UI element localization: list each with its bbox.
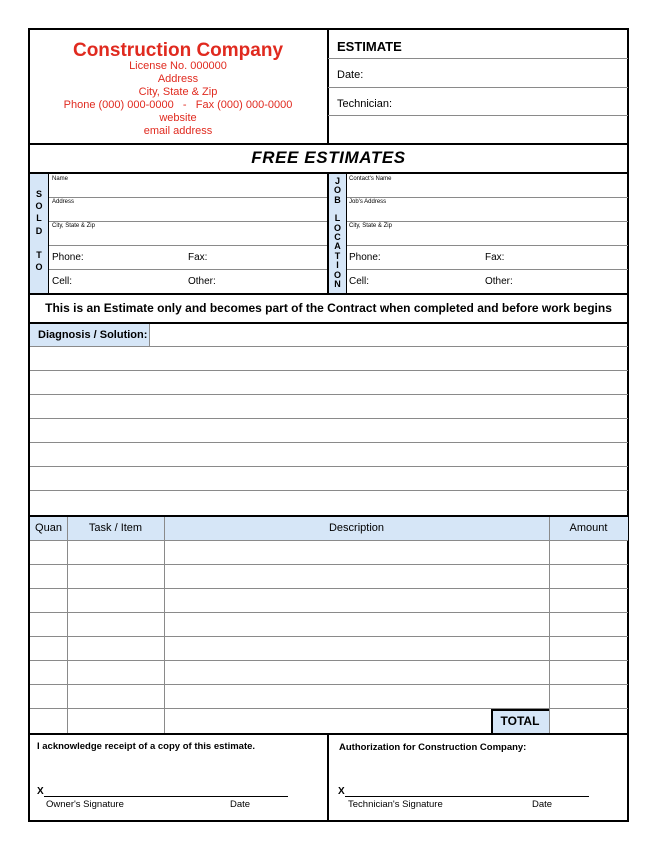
date-rule <box>328 87 628 88</box>
authorization-text: Authorization for Construction Company: <box>339 742 527 753</box>
company-email: email address <box>143 125 213 137</box>
job-cell-label: Cell: <box>349 276 370 287</box>
estimate-title: ESTIMATE <box>337 39 402 54</box>
technician-signature-line <box>345 796 589 797</box>
table-row[interactable] <box>30 541 628 564</box>
technician-field[interactable] <box>392 89 628 115</box>
table-row[interactable] <box>30 637 628 660</box>
technician-date-label: Date <box>532 799 553 810</box>
diagnosis-label: Diagnosis / Solution: <box>38 329 148 341</box>
sold-to-other-field[interactable] <box>218 270 326 292</box>
total-amount-field[interactable] <box>550 709 628 733</box>
table-row[interactable] <box>30 613 628 636</box>
technician-label: Technician: <box>337 98 393 110</box>
company-city-state-zip: City, State & Zip <box>138 86 218 98</box>
table-row[interactable] <box>30 709 490 732</box>
company-license: License No. 000000 <box>129 60 227 72</box>
job-address-label: Job's Address <box>349 199 387 205</box>
header-bottom-border <box>28 143 629 145</box>
job-fax-field[interactable] <box>507 246 627 269</box>
owner-x-mark: X <box>37 786 44 797</box>
owner-signature-field[interactable] <box>44 780 288 796</box>
sold-to-cell-field[interactable] <box>75 270 183 292</box>
column-header-amount: Amount <box>569 522 608 534</box>
company-website: website <box>159 112 197 124</box>
company-phone-fax: Phone (000) 000-0000 - Fax (000) 000-0000 <box>63 99 293 111</box>
job-address-field[interactable] <box>347 198 628 221</box>
column-header-task-item: Task / Item <box>88 522 143 534</box>
job-other-field[interactable] <box>515 270 627 292</box>
sold-to-side-label: S O L D T O <box>35 189 43 273</box>
footer-divider <box>327 733 329 822</box>
job-cell-field[interactable] <box>372 270 480 292</box>
table-row[interactable] <box>30 565 628 588</box>
job-location-side-label: J O B L O C A T I O N <box>333 176 341 290</box>
owner-signature-line <box>44 796 288 797</box>
company-address: Address <box>157 73 199 85</box>
sold-to-name-label: Name <box>52 176 69 182</box>
job-other-label: Other: <box>485 276 513 287</box>
table-row[interactable] <box>30 589 628 612</box>
diagnosis-rule-4 <box>30 418 628 419</box>
diagnosis-rule-1 <box>30 346 628 347</box>
sold-to-fax-field[interactable] <box>210 246 326 269</box>
job-phone-field[interactable] <box>380 246 480 269</box>
sold-to-phone-label: Phone: <box>52 252 84 263</box>
sold-to-city-label: City, State & Zip <box>52 223 95 229</box>
job-contact-label: Contact's Name <box>349 176 392 182</box>
job-city-label: City, State & Zip <box>349 223 392 229</box>
diagnosis-rule-7 <box>30 490 628 491</box>
table-row[interactable] <box>30 685 628 708</box>
diagnosis-text-area[interactable] <box>150 324 628 514</box>
free-estimates-banner: FREE ESTIMATES <box>251 148 406 167</box>
sold-to-address-field[interactable] <box>49 198 327 221</box>
date-label: Date: <box>337 69 364 81</box>
diagnosis-rule-2 <box>30 370 628 371</box>
company-name: Construction Company <box>72 40 284 61</box>
sold-to-cell-label: Cell: <box>52 276 73 287</box>
diagnosis-rule-5 <box>30 442 628 443</box>
job-phone-label: Phone: <box>349 252 381 263</box>
job-fax-label: Fax: <box>485 252 505 263</box>
job-contact-field[interactable] <box>347 174 628 197</box>
table-row[interactable] <box>30 661 628 684</box>
sold-to-name-field[interactable] <box>49 174 327 197</box>
diagnosis-rule-6 <box>30 466 628 467</box>
sold-to-fax-label: Fax: <box>188 252 208 263</box>
sold-to-city-field[interactable] <box>49 222 327 245</box>
contract-notice: This is an Estimate only and becomes part of the Contract when completed and before work begins <box>45 301 612 315</box>
technician-signature-field[interactable] <box>345 780 589 796</box>
sold-to-address-label: Address <box>52 199 75 205</box>
diagnosis-rule-3 <box>30 394 628 395</box>
total-label: TOTAL <box>500 714 540 728</box>
owner-signature-label: Owner's Signature <box>46 799 124 810</box>
notice-top-border <box>28 293 629 295</box>
sold-to-phone-field[interactable] <box>83 246 183 269</box>
column-header-quan: Quan <box>35 522 62 534</box>
column-header-description: Description <box>328 522 385 534</box>
estimate-title-rule <box>328 58 628 59</box>
owner-date-label: Date <box>230 799 251 810</box>
sold-to-other-label: Other: <box>188 276 216 287</box>
header-divider <box>327 28 329 144</box>
job-city-field[interactable] <box>347 222 628 245</box>
date-field[interactable] <box>365 60 628 87</box>
technician-signature-label: Technician's Signature <box>348 799 443 810</box>
technician-x-mark: X <box>338 786 345 797</box>
acknowledgment-text: I acknowledge receipt of a copy of this estimate. <box>37 741 256 752</box>
technician-rule <box>328 115 628 116</box>
